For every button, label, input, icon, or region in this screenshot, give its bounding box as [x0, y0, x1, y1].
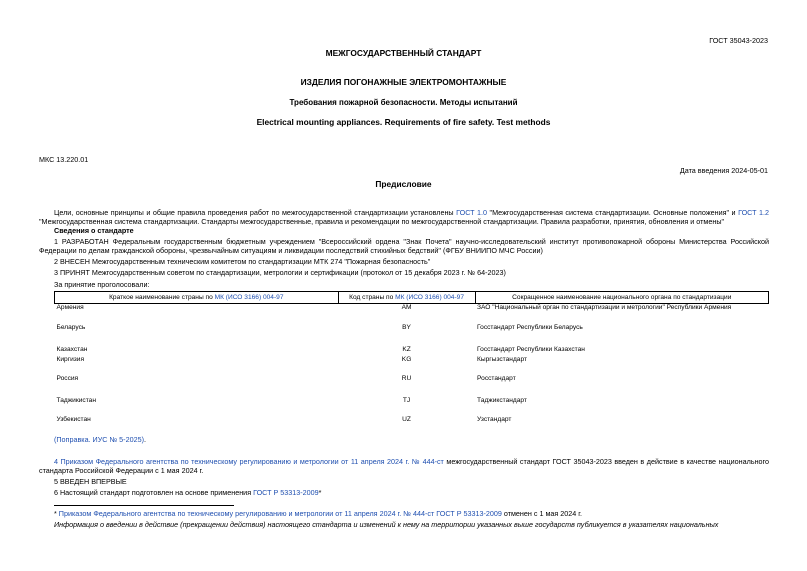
paragraph-prepared — [54, 489, 321, 498]
cell-country: Армения — [56, 304, 84, 311]
text: 6 Настоящий стандарт подготовлен на основе применения — [54, 488, 254, 497]
text: отменен с 1 мая 2024 г. — [501, 509, 582, 518]
document-subtitle-ru: Требования пожарной безопасности. Методы испытаний — [289, 98, 518, 107]
link-gost-r-53313[interactable]: ГОСТ Р 53313-2009 — [436, 509, 502, 518]
paragraph-voted: За принятие проголосовали: — [54, 280, 150, 289]
paragraph-principles — [39, 209, 769, 226]
table-row — [55, 324, 769, 346]
header-text: Краткое наименование страны по — [109, 293, 215, 301]
table-row — [55, 304, 769, 324]
document-title-en: Electrical mounting appliances. Requirements of fire safety. Test methods — [256, 117, 551, 127]
link-gost-1-0[interactable]: ГОСТ 1.0 — [456, 208, 488, 217]
text: "Межгосударственная система стандартизации. Стандарты межгосударственные, правила и рекомендации по межгосударственной стандартизации. Правила разработки, принятия, обновления и отмены" — [39, 216, 725, 226]
link-gost-r-53313[interactable]: ГОСТ Р 53313-2009 — [253, 488, 319, 497]
cell-body: ЗАО "Национальный орган по стандартизации и метрологии" Республики Армения — [477, 304, 732, 311]
cell-country: Россия — [56, 374, 79, 382]
text: межгосударственный стандарт ГОСТ 35043-2023 введен в действие в качестве национального стандарта Российской Федерации с 1 мая 2024 г. — [39, 457, 769, 475]
link-gost-1-2[interactable]: ГОСТ 1.2 — [738, 208, 769, 217]
cell-body: Таджикстандарт — [477, 396, 527, 404]
table-row — [55, 346, 769, 356]
document-code: ГОСТ 35043-2023 — [709, 36, 768, 45]
text: . — [143, 435, 146, 444]
cell-country: Таджикистан — [56, 396, 96, 404]
footnote-marker: * — [318, 488, 322, 497]
introduction-date: Дата введения 2024-05-01 — [679, 166, 768, 175]
cell-code: KG — [401, 355, 412, 363]
cell-country: Узбекистан — [56, 415, 91, 423]
header-national-body: Сокращенное наименование национального органа по стандартизации — [475, 292, 768, 304]
table-row — [55, 375, 769, 397]
link-mk-iso-3166[interactable]: МК (ИСО 3166) 004-97 — [214, 293, 284, 301]
cell-code: RU — [401, 374, 412, 382]
table-header-row — [55, 292, 769, 304]
cell-body: Кыргызстандарт — [477, 355, 527, 363]
paragraph-developed: 1 РАЗРАБОТАН Федеральным государственным бюджетным учреждением "Всероссийский ордена "Знак Почета" научно-исследовательский институт противопожарной обороны Министерства Российской Федерации по делам гражданской обороны, чрезвычайным ситуациям и ликвидации последствий стихийных бедствий" (ФГБУ ВНИИПО МЧС России) — [39, 237, 769, 255]
header-country-name — [55, 292, 339, 304]
cell-code: TJ — [402, 396, 411, 404]
cell-code: KZ — [402, 345, 411, 353]
paragraph-submitted: 2 ВНЕСЕН Межгосударственным техническим комитетом по стандартизации МТК 274 "Пожарная безопасность" — [54, 257, 431, 266]
footnote-divider — [54, 505, 234, 506]
cell-body: Узстандарт — [477, 415, 512, 423]
footnote — [54, 510, 582, 519]
header-text: Код страны по — [349, 293, 396, 301]
foreword-heading: Предисловие — [375, 179, 432, 189]
link-order-444[interactable]: Приказом Федерального агентства по техническому регулированию и метрологии от 11 апреля 2024 г. № 444-ст — [58, 509, 435, 518]
text: Цели, основные принципы и общие правила проведения работ по межгосударственной стандартизации установлены — [54, 208, 457, 217]
paragraph-publication-info: Информация о введении в действие (прекращении действия) настоящего стандарта и изменений к нему на территории указанных выше государств публикуется в указателях национальных — [54, 521, 719, 529]
link-amendment[interactable]: (Поправка. ИУС № 5-2025) — [54, 435, 144, 444]
cell-body: Госстандарт Республики Беларусь — [477, 323, 583, 331]
cell-country: Беларусь — [56, 323, 86, 331]
cell-code: UZ — [402, 415, 411, 423]
paragraph-first-introduced: 5 ВВЕДЕН ВПЕРВЫЕ — [54, 477, 127, 486]
cell-body: Госстандарт Республики Казахстан — [477, 345, 585, 353]
standard-type: МЕЖГОСУДАРСТВЕННЫЙ СТАНДАРТ — [325, 48, 482, 58]
cell-body: Росстандарт — [477, 374, 516, 382]
cell-country: Казахстан — [56, 345, 88, 353]
cell-code: BY — [402, 323, 411, 331]
voting-countries-table — [54, 291, 769, 430]
link-order-444[interactable]: 4 Приказом Федерального агентства по техническому регулированию и метрологии от 11 апреля 2024 г. № 444-ст — [54, 457, 444, 466]
paragraph-order — [39, 458, 769, 475]
table-row — [55, 356, 769, 375]
amendment-note — [54, 436, 146, 445]
cell-code: AM — [401, 304, 412, 311]
paragraph-adopted: 3 ПРИНЯТ Межгосударственным советом по стандартизации, метрологии и сертификации (протокол от 15 декабря 2023 г. № 64-2023) — [54, 268, 506, 277]
table-row — [55, 397, 769, 416]
header-country-code — [338, 292, 475, 304]
footnote-marker: * — [54, 509, 59, 518]
mks-code: МКС 13.220.01 — [39, 155, 89, 164]
link-mk-iso-3166[interactable]: МК (ИСО 3166) 004-97 — [395, 293, 464, 301]
standard-info-heading: Сведения о стандарте — [54, 226, 134, 235]
text: "Межгосударственная система стандартизации. Основные положения" и — [487, 208, 739, 217]
table-row — [55, 416, 769, 430]
document-title-ru: ИЗДЕЛИЯ ПОГОНАЖНЫЕ ЭЛЕКТРОМОНТАЖНЫЕ — [300, 77, 507, 87]
cell-country: Киргизия — [56, 355, 85, 363]
